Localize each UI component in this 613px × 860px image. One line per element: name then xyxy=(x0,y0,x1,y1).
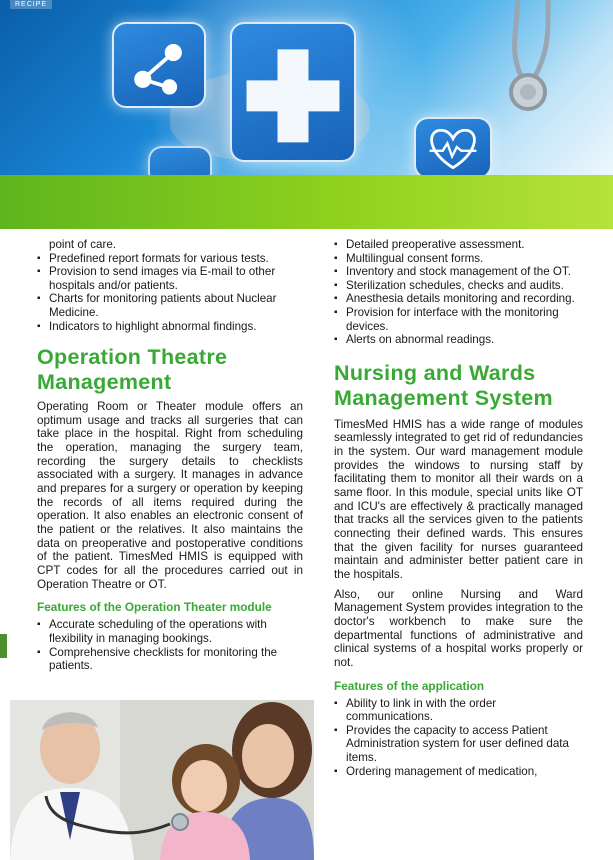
right-column xyxy=(334,238,583,778)
list-item: ▪ Multilingual consent forms. xyxy=(334,252,583,266)
list-item: ▪ Ability to link in with the order communications. xyxy=(334,697,583,724)
ot-body: Operating Room or Theater module offers an optimum usage and tracks all surgeries that can take place in the hospital. Right from scheduling the operation, managing the surgery team, recording the surgery details to checklists associated with a surgery. It manages in advance and prepares for a surgery or operation by keeping the records of all items required during the operation. It also enables an electronic consent of the patient or the relatives. It also maintains the data on preoperative and postoperative conditions of the patient. TimesMed HMIS is equipped with CPT codes for all the procedures carried out in Operation Theatre or OT. xyxy=(37,400,303,591)
left-strip xyxy=(0,229,7,634)
small-tile-icon xyxy=(148,146,212,175)
list-item: ▪ Detailed preoperative assessment. xyxy=(334,238,583,252)
list-item: ▪ Anesthesia details monitoring and recording. xyxy=(334,292,583,306)
list-item: ▪ Predefined report formats for various tests. xyxy=(37,252,303,266)
list-item: ▪ Ordering management of medication, xyxy=(334,765,583,779)
list-item: ▪ Alerts on abnormal readings. xyxy=(334,333,583,347)
left-strip-accent xyxy=(0,634,7,658)
list-item: ▪ Provision to send images via E-mail to other hospitals and/or patients. xyxy=(37,265,303,292)
list-item: ▪ Comprehensive checklists for monitoring the patients. xyxy=(37,646,303,673)
nursing-body-2: Also, our online Nursing and Ward Management System provides integration to the doctor's workbench to make sure the departmental functions of administrative and clinical systems of a hospital works properly or not. xyxy=(334,587,583,669)
list-item: ▪ Sterilization schedules, checks and audits. xyxy=(334,279,583,293)
list-item: point of care. xyxy=(49,238,117,251)
doctor-with-child-and-mother-photo xyxy=(10,700,314,860)
list-item: ▪ Accurate scheduling of the operations with flexibility in managing bookings. xyxy=(37,618,303,645)
stethoscope-icon xyxy=(488,0,568,130)
hero-banner xyxy=(0,0,613,175)
medical-cross-icon xyxy=(230,22,356,162)
green-band xyxy=(0,175,613,229)
heart-pulse-icon xyxy=(414,117,492,175)
ot-title-line1: Operation Theatre xyxy=(37,345,228,370)
left-column xyxy=(37,238,303,673)
list-item: ▪ Charts for monitoring patients about Nuclear Medicine. xyxy=(37,292,303,319)
hero-tag: RECIPE xyxy=(10,0,52,9)
nursing-features-title: Features of the application xyxy=(334,678,485,693)
ot-title-line2: Management xyxy=(37,370,172,395)
network-icon xyxy=(112,22,206,108)
nursing-title-line1: Nursing and Wards xyxy=(334,360,536,385)
right-top-list xyxy=(334,238,583,347)
list-item: ▪ Provision for interface with the monitoring devices. xyxy=(334,306,583,333)
nursing-title-line2: Management System xyxy=(334,385,553,410)
ot-section-title xyxy=(37,345,303,395)
ot-features-title: Features of the Operation Theater module xyxy=(37,600,272,615)
nursing-section-title xyxy=(334,361,583,411)
nursing-body-1: TimesMed HMIS has a wide range of modules seamlessly integrated to get rid of redundancies in the system. Our ward management module provides the windows to nursing staff by facilitating them to monitor all their wards on a same floor. In this module, special units like OT and ICU's are effectively & practically managed that tracks all the services given to the patients connecting their defined wards. This ensures that the given facility for nurses guaranteed maintain and administer better patient care in the hospitals. xyxy=(334,417,583,581)
list-item: ▪ Indicators to highlight abnormal findings. xyxy=(37,320,303,334)
list-item: ▪ Inventory and stock management of the OT. xyxy=(334,265,583,279)
left-top-list xyxy=(37,238,303,333)
ot-features-list xyxy=(37,618,303,672)
nursing-features-list xyxy=(334,697,583,779)
list-item: ▪ Provides the capacity to access Patient Administration system for user defined data items. xyxy=(334,724,583,765)
